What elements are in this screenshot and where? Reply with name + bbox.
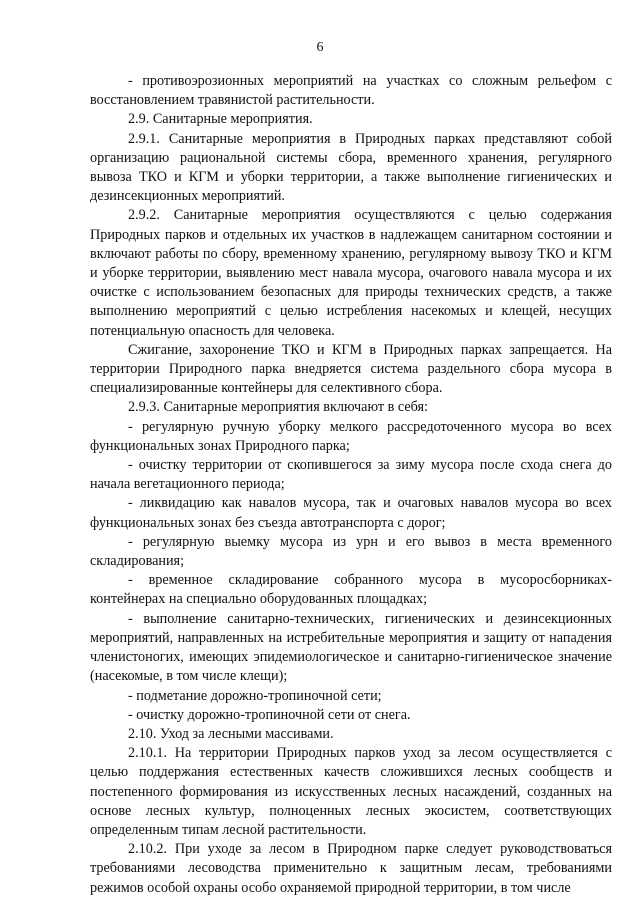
list-item-bin-emptying: - регулярную выемку мусора из урн и его вывоз в места временного складирования;: [90, 533, 612, 570]
list-item-disinsection: - выполнение санитарно-технических, гигиенических и дезинсекционных мероприятий, направленных на истребительные мероприятия и защиту от нападения членистоногих, имеющих эпидемиологическое и санитарно-гигиеническое значение (насекомые, в том числе клещи);: [90, 610, 612, 685]
list-item-temporary-storage: - временное складирование собранного мусора в мусоросборниках-контейнерах на специально оборудованных площадках;: [90, 572, 612, 608]
document-body: [90, 72, 612, 898]
paragraph-burning-prohibited: Сжигание, захоронение ТКО и КГМ в Природных парках запрещается. На территории Природного парка внедряется система раздельного сбора мусора в специализированные контейнеры для селективного сбора.: [90, 341, 612, 397]
list-item-manual-cleaning: - регулярную ручную уборку мелкого рассредоточенного мусора во всех функциональных зонах Природного парка;: [90, 418, 612, 454]
list-item-dump-removal: - ликвидацию как навалов мусора, так и очаговых навалов мусора во всех функциональных зонах без съезда автотранспорта с дорог;: [90, 495, 612, 531]
paragraph-2-9-3: 2.9.3. Санитарные мероприятия включают в себя:: [128, 399, 428, 416]
paragraph-2-10-2: 2.10.2. При уходе за лесом в Природном парке следует руководствоваться требованиями лесоводства применительно к защитным лесам, требованиями режимов особой охраны особо охраняемой природной территории, в том числе: [90, 841, 612, 896]
section-heading-2-10: 2.10. Уход за лесными массивами.: [128, 725, 334, 742]
list-item-path-sweeping: - подметание дорожно-тропиночной сети;: [128, 687, 382, 704]
paragraph-2-9-2: 2.9.2. Санитарные мероприятия осуществляются с целью содержания Природных парков и отдельных их участков в надлежащем санитарном состоянии и включают работы по сбору, временному хранению, регулярному вывозу ТКО и КГМ и уборке территории, выявлению мест навала мусора, очагового навала мусора и их очистке с использованием безопасных для природы технических средств, а также выполнению мероприятий с целью истребления насекомых и клещей, несущих потенциальную опасность для человека.: [90, 207, 612, 339]
paragraph-2-10-1: 2.10.1. На территории Природных парков уход за лесом осуществляется с целью поддержания естественных качеств сложившихся лесных сообществ и постепенного формирования из искусственных лесных насаждений, созданных на основе лесных культур, полноценных лесных экосистем, соответствующих определенным типам лесной растительности.: [90, 745, 612, 838]
paragraph-2-9-1: 2.9.1. Санитарные мероприятия в Природных парках представляют собой организацию рациональной системы сбора, временного хранения, регулярного вывоза ТКО и КГМ и уборки территории, а также выполнение гигиенических и дезинсекционных мероприятий.: [90, 130, 612, 205]
list-item-path-snow-clearing: - очистку дорожно-тропиночной сети от снега.: [128, 706, 411, 723]
list-item-snow-melt-cleanup: - очистку территории от скопившегося за зиму мусора после схода снега до начала вегетационного периода;: [90, 457, 612, 493]
section-heading-2-9: 2.9. Санитарные мероприятия.: [128, 111, 313, 128]
paragraph-erosion-measures: - противоэрозионных мероприятий на участках со сложным рельефом с восстановлением травянистой растительности.: [90, 73, 612, 109]
page-number: 6: [316, 40, 324, 55]
